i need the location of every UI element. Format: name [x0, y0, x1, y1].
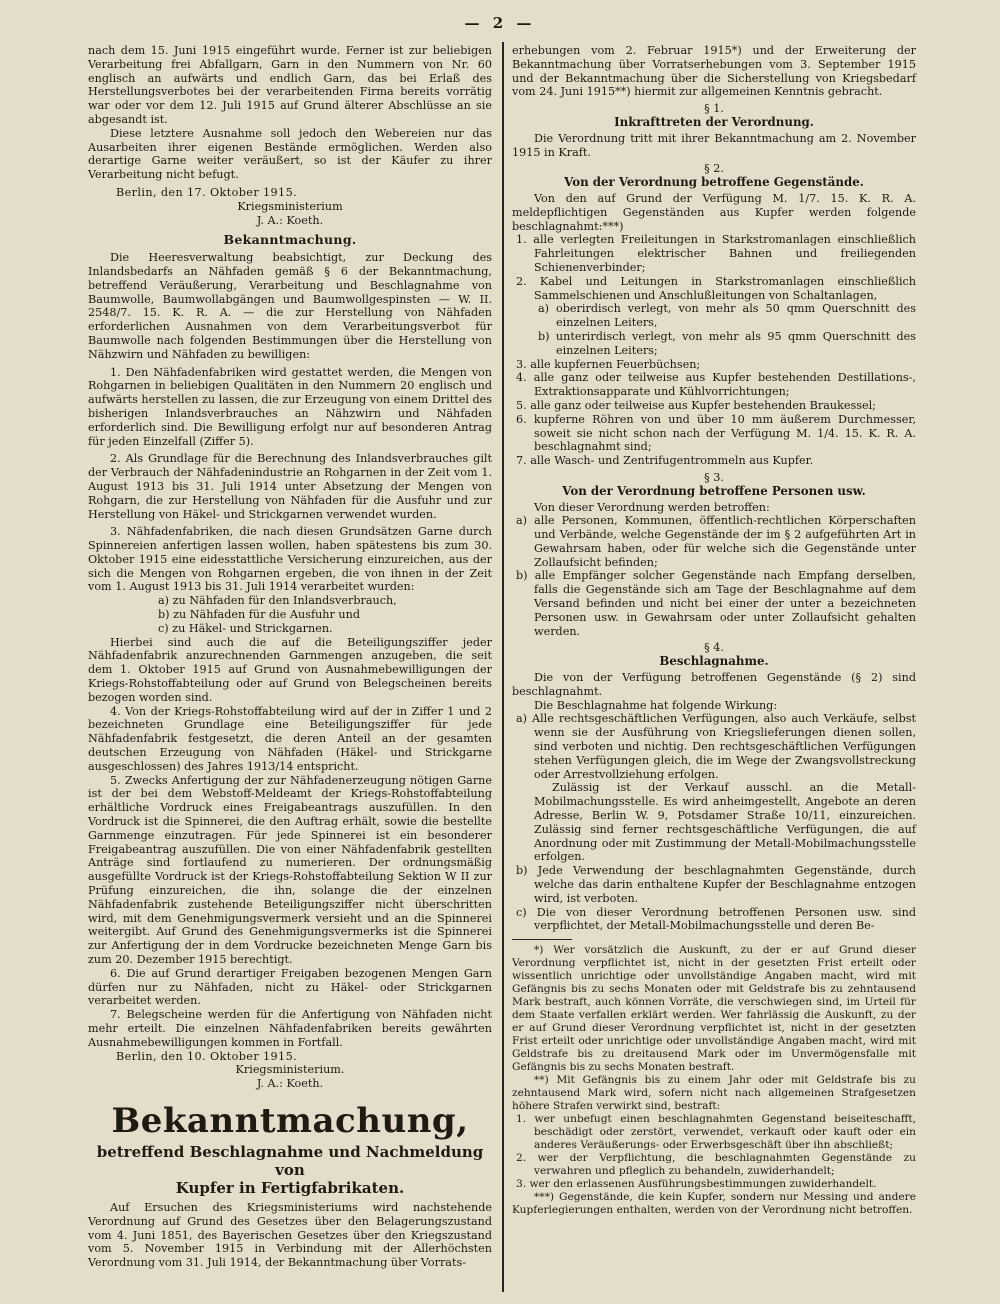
section-3-item-a: a) alle Personen, Kommunen, öffentlich-rechtlichen Körperschaften und Verbände, welche Gegenstände der im § 2 aufgeführten Art in Gewahrsam haben, oder für welche sich die Gegenstände unter Zollaufsicht befinden; [516, 514, 916, 569]
section-2-item-3: 3. alle kupfernen Feuerbüchsen; [516, 357, 701, 371]
left-intro-2: Diese letztere Ausnahme soll jedoch den Webereien nur das Ausarbeiten ihrer eigenen Bestände ermöglichen. Werden also derartige Garne weiter veräußert, so ist der Käufer zu ihrer Verarbeitung nicht befugt. [88, 126, 492, 182]
b3-para: Auf Ersuchen des Kriegsministeriums wird nachstehende Verordnung auf Grund des Gesetzes über den Belagerungszustand vom 4. Juni 1851, des Bayerischen Gesetzes über den Kriegszustand vom 5. November 1915 in Verbindung mit der Allerhöchsten Verordnung vom 31. Juli 1914, der Bekanntmachung über Vorrats- [88, 1200, 492, 1270]
b2-para2-0: Hierbei sind auch die auf die Beteiligungsziffer jeder Nähfadenfabrik anzurechnenden Garnmengen anzugeben, die seit dem 1. Oktober 1915 auf Grund von Ausnahmebewilligungen der Kriegs-Rohstoffabteilung oder auf Grund von Belegscheinen bereits bezogen worden sind. [88, 635, 492, 704]
section-2-item-4: 4. alle ganz oder teilweise aus Kupfer bestehenden Destillations-, Extraktionsapparate und Kühlvorrichtungen; [516, 371, 916, 399]
signature-place-1: Berlin, den 17. Oktober 1915. [116, 185, 298, 199]
b2-subitem-a: a) zu Nähfaden für den Inlandsverbrauch, [158, 594, 397, 608]
b2-para2-2: 5. Zwecks Anfertigung der zur Nähfadenerzeugung nötigen Garne ist der bei dem Webstoff-Meldeamt der Kriegs-Rohstoffabteilung erhältliche Vordruck eines Freigabeantrags auszufüllen. In den Vordruck ist die Spinnerei, die den Auftrag erhält, sowie die bestellte Garnmenge einzutragen. Für jede Spinnerei ist ein besonderer Freigabeantrag auszufüllen. Die von einer Nähfadenfabrik gestellten Anträge sind fortlaufend zu numerieren. Der ordnungsmäßig ausgefüllte Vordruck ist der Kriegs-Rohstoffabteilung Sektion W II zur Prüfung einzureichen, die ihn, solange die der einzelnen Nähfadenfabrik zustehende Beteiligungsziffer nicht überschritten wird, mit dem Genehmigungsvermerk versieht und an die Spinnerei weitergibt. Auf Grund des Genehmigungsvermerks ist die Spinnerei zur Anfertigung der in dem Vordrucke bezeichneten Menge Garn bis zum 20. Dezember 1915 berechtigt. [88, 773, 492, 966]
section-1-number: § 1. [704, 102, 724, 116]
section-2-number: § 2. [704, 162, 724, 176]
section-3-title: Von der Verordnung betroffene Personen usw. [562, 483, 866, 498]
footnote-1: *) Wer vorsätzlich die Auskunft, zu der er auf Grund dieser Verordnung verpflichtet ist, nicht in der gesetzten Frist erteilt oder wissentlich unrichtige oder unvollständige Angaben macht, wird mit Gefängnis bis zu sechs Monaten oder mit Geldstrafe bis zu zehntausend Mark bestraft, auch können Vorräte, die verschwiegen sind, im Urteil für dem Staate verfallen erklärt werden. Wer fahrlässig die Auskunft, zu der er auf Grund dieser Verordnung verpflichtet ist, nicht in der gesetzten Frist erteilt oder unrichtige oder unvollständige Angaben macht, wird mit Geldstrafe bis zu dreitausend Mark oder im Unvermögensfalle mit Gefängnis bis zu sechs Monaten bestraft. [512, 944, 916, 1074]
signature-place-2: Berlin, den 10. Oktober 1915. [116, 1049, 298, 1063]
section-3-item-b: b) alle Empfänger solcher Gegenstände nach Empfang derselben, falls die Gegenstände sich am Tage der Beschlagnahme auf dem Versand befinden und nicht bei einer der unter a bezeichneten Personen usw. in Gewahrsam oder unter Zollaufsicht gehalten werden. [516, 569, 916, 638]
b2-para2-4: 7. Belegscheine werden für die Anfertigung von Nähfaden nicht mehr erteilt. Die einzelnen Nähfadenfabriken bereits gewährten Ausnahmebewilligungen kommen in Fortfall. [88, 1008, 492, 1049]
b2-para2-3: 6. Die auf Grund derartiger Freigaben bezogenen Mengen Garn dürfen nur zu Nähfaden, nicht zu Häkel- oder Strickgarnen verarbeitet werden. [88, 966, 492, 1008]
b2-subitem-b: b) zu Nähfaden für die Ausfuhr und [158, 608, 360, 622]
footnote-2-item-1: 1. wer unbefugt einen beschlagnahmten Gegenstand beiseiteschafft, beschädigt oder zerstört, verwendet, verkauft oder kauft oder ein anderes Veräußerungs- oder Erwerbsgeschäft über ihn abschließt; [516, 1113, 916, 1152]
b2-subitem-c: c) zu Häkel- und Strickgarnen. [158, 621, 333, 635]
section-4-item-b: b) Jede Verwendung der beschlagnahmten Gegenstände, durch welche das darin enthaltene Kupfer der Beschlagnahme entzogen wird, ist verboten. [516, 864, 916, 905]
right-intro: erhebungen vom 2. Februar 1915*) und der Erweiterung der Bekanntmachung über Vorratserhebungen vom 3. September 1915 und der Bekanntmachung über die Sicherstellung von Kriegsbedarf vom 24. Juni 1915**) hiermit zur allgemeinen Kenntnis gebracht. [512, 44, 916, 99]
section-2-item-5: 5. alle ganz oder teilweise aus Kupfer bestehenden Braukessel; [516, 398, 876, 412]
footnote-rule [512, 939, 572, 940]
section-2-item-7: 7. alle Wasch- und Zentrifugentrommeln aus Kupfer. [516, 454, 814, 468]
b2-para-3: 3. Nähfadenfabriken, die nach diesen Grundsätzen Garne durch Spinnereien anfertigen lassen wollen, haben spätestens bis zum 30. Oktober 1915 eine eidesstattliche Versicherung einzureichen, aus der sich die Mengen von Rohgarnen ergeben, die von ihnen in der Zeit vom 1. August 1913 bis 31. Juli 1914 verarbeitet wurden: [88, 525, 492, 594]
b2-para2-1: 4. Von der Kriegs-Rohstoffabteilung wird auf der in Ziffer 1 und 2 bezeichneten Grundlage eine Beteiligungsziffer für jede Nähfadenfabrik festgesetzt, die deren Anteil an der gesamten deutschen Erzeugung von Nähfaden (Häkel- und Strickgarne ausgeschlossen) des Jahres 1913/14 entspricht. [88, 704, 492, 773]
left-intro-1: nach dem 15. Juni 1915 eingeführt wurde. Ferner ist zur beliebigen Verarbeitung frei Abfallgarn, Garn in den Nummern von Nr. 60 englisch an aufwärts und endlich Garn, das bei Erlaß des Herstellungsverbotes bei der verarbeitenden Firma bereits vorrätig war oder vor dem 12. Juli 1915 auf Grund älterer Abschlüsse an sie abgesandt ist. [88, 44, 492, 126]
signature-office-1: Kriegsministerium [237, 199, 343, 213]
section-4-item-a-cont: Zulässig ist der Verkauf ausschl. an die Metall-Mobilmachungsstelle. Es wird anheimgestellt, Angebote an deren Adresse, Berlin W. 9, Potsdamer Straße 10/11, einzureichen. Zulässig sind ferner rechtsgeschäftliche Verfügungen, die auf Anordnung oder mit Zustimmung der Metall-Mobilmachungsstelle erfolgen. [534, 781, 916, 864]
heading-subtitle-1: betreffend Beschlagnahme und Nachmeldung von [96, 1142, 484, 1179]
page-number: — 2 — [464, 14, 536, 32]
section-4-item-c: c) Die von dieser Verordnung betroffenen Personen usw. sind verpflichtet, der Metall-Mobilmachungsstelle und deren Be- [516, 905, 916, 933]
section-2-text: Von den auf Grund der Verfügung M. 1/7. 15. K. R. A. meldepflichtigen Gegenständen aus Kupfer werden folgende beschlagnahmt:***) [512, 191, 916, 233]
footnote-3: ***) Gegenstände, die kein Kupfer, sondern nur Messing und andere Kupferlegierungen enthalten, werden von der Verordnung nicht betroffen. [512, 1191, 916, 1217]
b2-para-2: 2. Als Grundlage für die Berechnung des Inlandsverbrauches gilt der Verbrauch der Nähfadenindustrie an Rohgarnen in der Zeit vom 1. August 1913 bis 31. Juli 1914 unter Absetzung der Mengen von Rohgarn, die zur Herstellung von Nähfaden für die Ausfuhr und zur Herstellung von Häkel- und Strickgarnen verwendet wurden. [88, 452, 492, 521]
section-2-item-2: 2. Kabel und Leitungen in Starkstromanlagen einschließlich Sammelschienen und Anschlußleitungen von Schaltanlagen, [516, 274, 916, 302]
section-2-title: Von der Verordnung betroffene Gegenstände. [564, 175, 864, 190]
section-1-title: Inkrafttreten der Verordnung. [614, 114, 814, 129]
right-column [512, 44, 916, 1217]
footnote-2: **) Mit Gefängnis bis zu einem Jahr oder mit Geldstrafe bis zu zehntausend Mark wird, sofern nicht nach allgemeinen Strafgesetzen höhere Strafen verwirkt sind, bestraft: [512, 1074, 916, 1113]
signature-name-2: J. A.: Koeth. [256, 1077, 324, 1091]
footnote-2-item-2: 2. wer der Verpflichtung, die beschlagnahmten Gegenstände zu verwahren und pfleglich zu behandeln, zuwiderhandelt; [516, 1152, 916, 1178]
heading-bekanntmachung-2: Bekanntmachung. [223, 232, 357, 248]
section-2-item-1: 1. alle verlegten Freileitungen in Starkstromanlagen einschließlich Fahrleitungen elektrischer Bahnen und freiliegenden Schienenverbinder; [516, 233, 916, 274]
section-1-text: Die Verordnung tritt mit ihrer Bekanntmachung am 2. November 1915 in Kraft. [512, 131, 916, 159]
signature-office-2: Kriegsministerium. [235, 1063, 345, 1077]
section-4-text-1: Die von der Verfügung betroffenen Gegenstände (§ 2) sind beschlagnahmt. [512, 671, 916, 698]
column-divider [502, 42, 504, 1292]
b2-para-1: 1. Den Nähfadenfabriken wird gestattet werden, die Mengen von Rohgarnen in beliebigen Qualitäten in den Nummern 20 englisch und aufwärts herstellen zu lassen, die zur Erzeugung von einem Drittel des bisherigen Inlandsverbrauches an Nähzwirn und Nähfaden erforderlich sind. Die Bewilligung erfolgt nur auf besonderen Antrag für jeden Einzelfall (Ziffer 5). [88, 365, 492, 448]
left-column [88, 44, 492, 1270]
section-4-text-2: Die Beschlagnahme hat folgende Wirkung: [534, 698, 778, 712]
section-2-item-6: 6. kupferne Röhren von und über 10 mm äußerem Durchmesser, soweit sie nicht schon nach der Verfügung M. 1/4. 15. K. R. A. beschlagnahmt sind; [516, 412, 916, 454]
section-3-text: Von dieser Verordnung werden betroffen: [534, 500, 770, 514]
b2-para-0: Die Heeresverwaltung beabsichtigt, zur Deckung des Inlandsbedarfs an Nähfaden gemäß § 6 der Bekanntmachung, betreffend Veräußerung, Verarbeitung und Beschlagnahme von Baumwolle, Baumwollabgängen und Baumwollgespinsten — W. II. 2548/7. 15. K. R. A. — die zur Herstellung von Nähfaden erforderlichen Ausnahmen von dem Verarbeitungsverbot für Baumwolle nach folgenden Bestimmungen über die Herstellung von Nähzwirn und Nähfaden zu bewilligen: [88, 251, 492, 361]
section-4-item-a: a) Alle rechtsgeschäftlichen Verfügungen, also auch Verkäufe, selbst wenn sie der Ausführung von Kriegslieferungen dienen sollen, sind verboten und nichtig. Den rechtsgeschäftlichen Verfügungen stehen Verfügungen gleich, die im Wege der Zwangsvollstreckung oder Arrestvollziehung erfolgen. [516, 712, 916, 781]
heading-bekanntmachung-3: Bekanntmachung, [111, 1100, 469, 1141]
section-4-number: § 4. [704, 641, 724, 655]
section-3-number: § 3. [704, 470, 724, 484]
heading-subtitle-2: Kupfer in Fertigfabrikaten. [175, 1178, 405, 1197]
signature-name-1: J. A.: Koeth. [256, 213, 324, 227]
section-2-item-2b: b) unterirdisch verlegt, von mehr als 95 qmm Querschnitt des einzelnen Leiters; [538, 329, 916, 357]
footnote-2-item-3: 3. wer den erlassenen Ausführungsbestimmungen zuwiderhandelt. [516, 1178, 877, 1191]
section-2-item-2a: a) oberirdisch verlegt, von mehr als 50 qmm Querschnitt des einzelnen Leiters, [538, 302, 916, 330]
section-4-title: Beschlagnahme. [659, 654, 769, 669]
